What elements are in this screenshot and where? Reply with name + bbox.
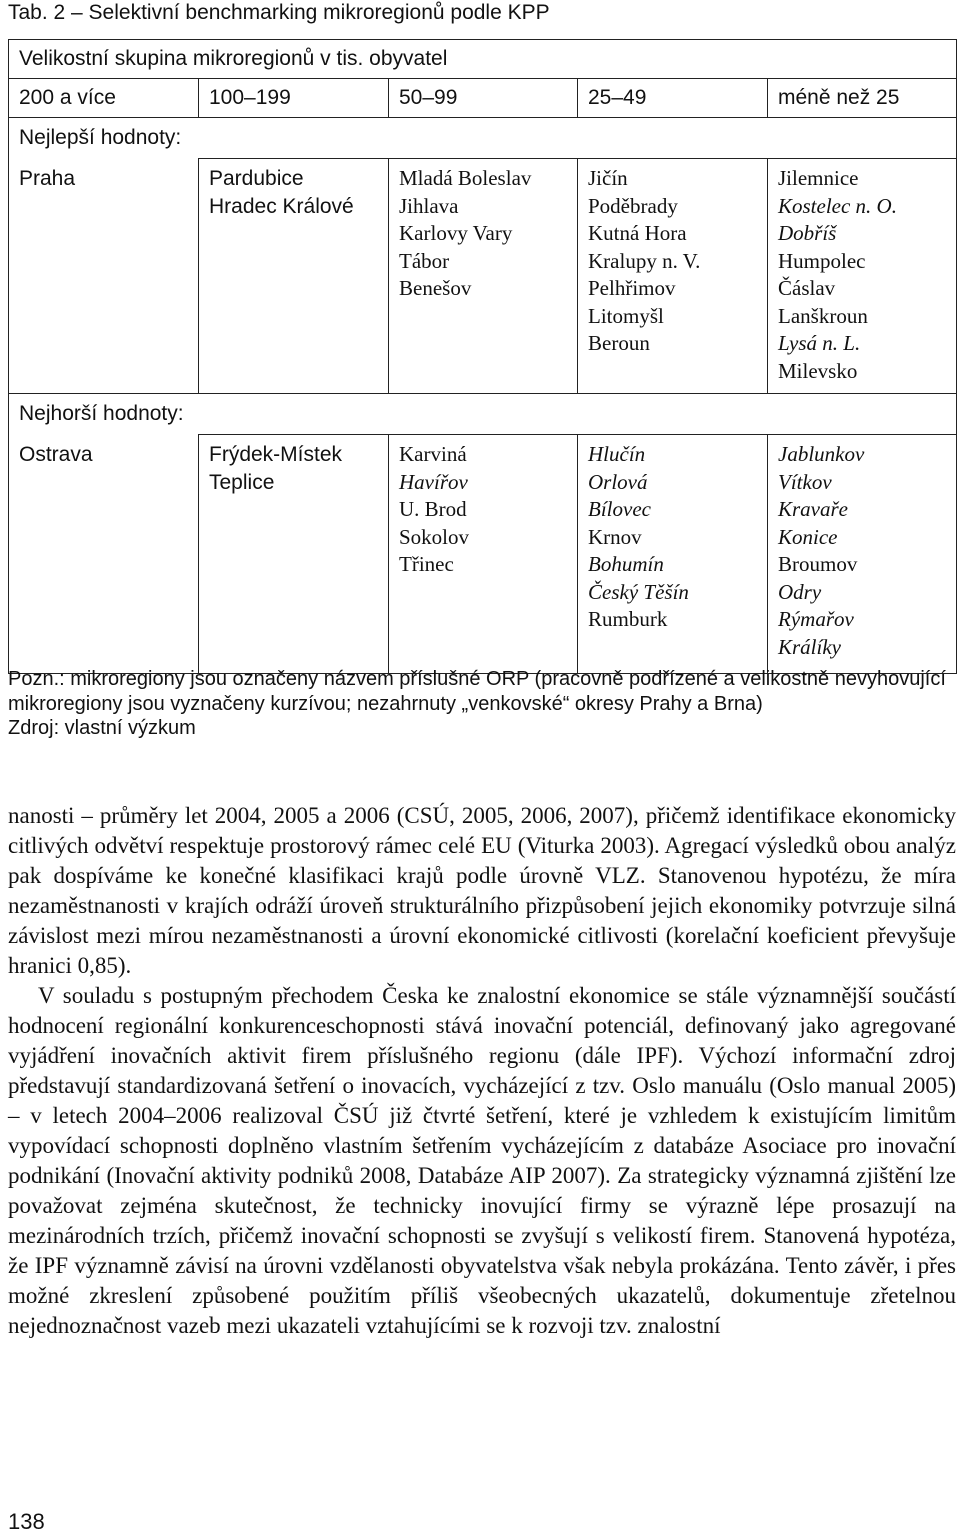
region-name: Krnov <box>588 524 642 549</box>
size-group-cell <box>768 79 957 118</box>
worst-cell <box>199 435 389 674</box>
size-group-label: 50–99 <box>399 86 458 109</box>
group-header: Velikostní skupina mikroregionů v tis. obyvatel <box>19 47 448 70</box>
region-name: Milevsko <box>778 358 858 383</box>
best-list <box>209 165 388 220</box>
best-cell <box>9 159 199 394</box>
best-cell <box>199 159 389 394</box>
best-label: Nejlepší hodnoty: <box>19 126 182 149</box>
region-name: Frýdek-Místek <box>209 443 343 466</box>
worst-list <box>399 441 577 579</box>
region-name: Rumburk <box>588 607 668 631</box>
best-list <box>19 165 198 193</box>
size-group-label: 25–49 <box>588 86 647 109</box>
region-name: Jihlava <box>399 193 459 218</box>
region-name: Lysá n. L. <box>778 331 861 355</box>
region-name: Český Těšín <box>588 579 689 604</box>
region-name: Bohumín <box>588 552 664 576</box>
region-name: Králíky <box>778 634 841 659</box>
region-name: Lanškroun <box>778 303 868 328</box>
region-name: Teplice <box>209 470 275 494</box>
worst-cell <box>9 435 199 674</box>
region-name: U. Brod <box>399 497 467 521</box>
region-name: Odry <box>778 579 822 604</box>
worst-list <box>778 441 956 661</box>
region-name: Dobříš <box>778 221 837 245</box>
best-list <box>399 165 577 303</box>
best-list <box>588 165 767 358</box>
best-cell <box>578 159 768 394</box>
region-name: Mladá Boleslav <box>399 166 532 190</box>
size-group-cell <box>199 79 389 118</box>
table-note: Pozn.: mikroregiony jsou označeny názvem příslušné ORP (pracovně podřízené a velikostně nevyhovující mikroregiony jsou vyznačeny kurzívou; nezahrnuty „venkovské“ okresy Prahy a Brna) <box>8 668 946 715</box>
region-name: Hlučín <box>588 442 646 466</box>
region-name: Pardubice <box>209 167 304 190</box>
table-note-block <box>8 667 956 741</box>
worst-cell <box>389 435 578 674</box>
group-header-cell <box>9 40 957 79</box>
region-name: Rýmařov <box>778 607 854 631</box>
paragraph: V souladu s postupným přechodem Česka ke znalostní ekonomice se stále významnější součástí hodnocení regionální konkurenceschopnosti stává inovační potenciál, definovaný jako agregované vyjádření inovačních aktivit firem příslušného regionu (dále IPF). Výchozí informační zdroj představují standardizovaná šetření o inovacích, vycházející z tzv. Oslo manuálu (Oslo manual 2005) – v letech 2004–2006 realizoval ČSÚ již čtvrté šetření, které je vzhledem k existujícím limitům vypovídací schopnosti doplněno vlastním šetřením vycházejícím z databáze Asociace pro inovační podnikání (Inovační aktivity podniků 2008, Databáze AIP 2007). Za strategicky významná zjištění lze považovat zejména skutečnost, že technicky inovující firmy se výrazně lépe prosazují na mezinárodních trzích, přičemž inovační schopnosti se zvyšují s velikostí firem. Stanovená hypotéza, že IPF významně závisí na úrovni vzdělanosti obyvatelstva však nebyla prokázána. Tento závěr, i přes možné zkreslení způsobené použitím příliš všeobecných ukazatelů, dokumentuje zřetelnou nejednoznačnost vazeb mezi ukazateli vztahujícími se k rozvoji tzv. znalostní <box>8 983 956 1338</box>
size-group-cell <box>9 79 199 118</box>
size-group-label: 100–199 <box>209 86 291 109</box>
region-name: Tábor <box>399 248 450 273</box>
region-name: Kralupy n. V. <box>588 248 701 273</box>
best-list <box>778 165 956 385</box>
best-cell <box>768 159 957 394</box>
worst-list <box>209 441 388 496</box>
worst-cell <box>768 435 957 674</box>
region-name: Vítkov <box>778 469 832 494</box>
region-name: Kostelec n. O. <box>778 193 897 218</box>
region-name: Třinec <box>399 552 454 576</box>
region-name: Benešov <box>399 276 472 300</box>
page-number: 138 <box>8 1509 45 1534</box>
best-cell <box>389 159 578 394</box>
region-name: Beroun <box>588 331 650 355</box>
region-name: Bílovec <box>588 497 651 521</box>
region-name: Karviná <box>399 442 467 466</box>
region-name: Sokolov <box>399 524 470 549</box>
region-name: Čáslav <box>778 276 836 300</box>
best-label-cell <box>9 118 957 159</box>
region-name: Hradec Králové <box>209 194 354 218</box>
region-name: Konice <box>778 524 838 549</box>
worst-label-cell <box>9 394 957 435</box>
region-name: Jičín <box>588 166 628 190</box>
size-group-label: méně než 25 <box>778 86 900 109</box>
worst-list <box>588 441 767 634</box>
paragraph: nanosti – průměry let 2004, 2005 a 2006 (CSÚ, 2005, 2006, 2007), přičemž identifikace ekonomicky citlivých odvětví respektuje prostorový rámec celé EU (Viturka 2003). Agregací výsledků obou analýz pak dospíváme ke konečné klasifikaci krajů podle úrovně VLZ. Stanovenou hypotézu, že míra nezaměstnanosti v krajích odráží úroveň strukturálního přizpůsobení jejich ekonomiky potvrzuje silná závislost mezi mírou nezaměstnanosti a úrovní ekonomické citlivosti (korelační koeficient převyšuje hranici 0,85). <box>8 803 956 978</box>
region-name: Karlovy Vary <box>399 221 513 245</box>
benchmarking-table <box>8 39 957 674</box>
worst-list <box>19 441 198 469</box>
region-name: Havířov <box>399 469 468 494</box>
worst-label: Nejhorší hodnoty: <box>19 402 184 425</box>
region-name: Ostrava <box>19 442 93 466</box>
worst-cell <box>578 435 768 674</box>
region-name: Praha <box>19 166 76 190</box>
region-name: Humpolec <box>778 248 866 273</box>
region-name: Orlová <box>588 469 648 494</box>
region-name: Litomyšl <box>588 303 664 328</box>
region-name: Broumov <box>778 552 858 576</box>
region-name: Pelhřimov <box>588 276 676 300</box>
region-name: Kravaře <box>778 497 848 521</box>
table-source: Zdroj: vlastní výzkum <box>8 717 196 739</box>
region-name: Poděbrady <box>588 193 678 218</box>
size-group-label: 200 a více <box>19 86 116 109</box>
size-group-cell <box>578 79 768 118</box>
region-name: Jilemnice <box>778 166 859 190</box>
table-caption: Tab. 2 – Selektivní benchmarking mikroregionů podle KPP <box>8 1 550 24</box>
body-text <box>8 801 956 1341</box>
region-name: Kutná Hora <box>588 221 687 245</box>
region-name: Jablunkov <box>778 442 865 466</box>
size-group-cell <box>389 79 578 118</box>
